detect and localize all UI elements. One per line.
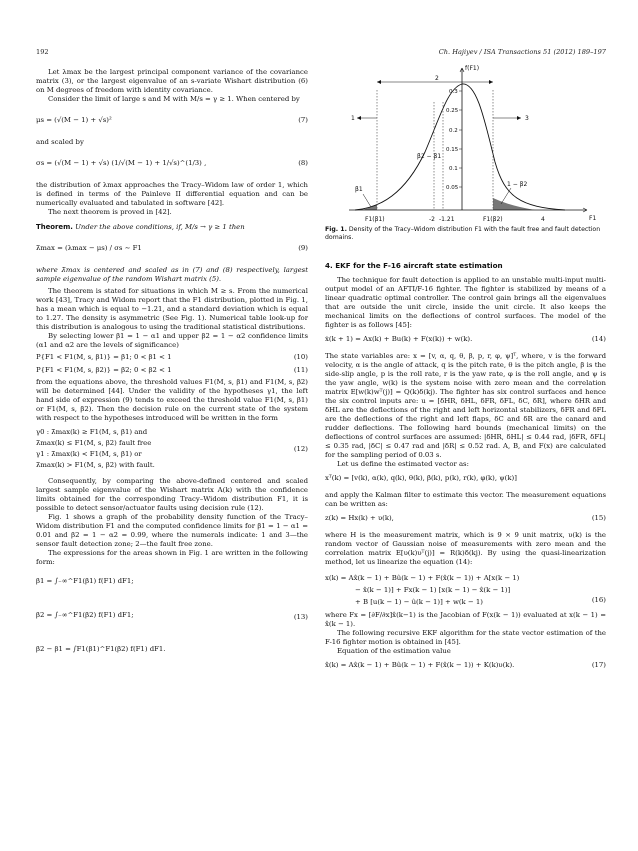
x-label-mean: -1.21 [439, 216, 455, 223]
equation-11: P{F1 < F1(M, s, β2)} = β2; 0 < β2 < 1 (11) [36, 366, 308, 374]
region-label-beta1: β1 [355, 186, 363, 193]
equation-7: μs = (√(M − 1) + √s)² (7) [36, 116, 308, 124]
equation-14: ẋ(k + 1) = Ax(k) + Bu(k) + F(x(k)) + w(k). (14) [325, 335, 606, 343]
right-column [325, 258, 606, 678]
region-label-1-minus-beta2: 1 − β2 [507, 181, 528, 188]
paragraph: where λ̃max is centered and scaled as in (7) and (8) respectively, largest sample eigenvalue of the random Wishart matrix (5). [36, 266, 308, 283]
zone-label-1: 1 [351, 115, 355, 122]
journal-reference: Ch. Hajiyev / ISA Transactions 51 (2012) 189–197 [438, 48, 606, 56]
equation-12: γ0 : λ̃max(k) ≥ F1(M, s, β1) and λ̃max(k) ≤ F1(M, s, β2) fault free γ1 : λ̃max(k) < F1(M, s, β1) or λ̃max(k) > F1(M, s, β2) with fault. (12) [36, 428, 308, 469]
x-label-4: 4 [541, 216, 545, 223]
paragraph: Let us define the estimated vector as: [337, 460, 469, 468]
y-axis-label: f(F1) [465, 65, 480, 72]
left-column [36, 68, 308, 669]
y-tick-label: 0.25 [446, 108, 459, 114]
paragraph: the distribution of λmax approaches the Tracy–Widom law of order 1, which is defined in terms of the Painleve II differential equation and can be numerically evaluated and tabulated in software [42]. [36, 181, 308, 207]
section-title: 4. EKF for the F-16 aircraft state estimation [325, 261, 503, 270]
zone-label-3: 3 [525, 115, 529, 122]
x-label-f1-beta1: F1(β1) [365, 216, 385, 223]
zone-label-2: 2 [435, 75, 439, 82]
paragraph: Fig. 1 shows a graph of the probability density function of the Tracy–Widom distribution F1 and the computed confidence limits for β1 = 1 − α1 = 0.01 and β2 = 1 − α2 = 0.99, where the numerals indicate: 1 and 3—the sensor fault detection zone; 2—the fault free zone. [36, 513, 308, 548]
figure-caption: Fig. 1. Density of the Tracy–Widom distribution F1 with the fault free and fault detection domains. [325, 226, 601, 241]
paragraph: Consider the limit of large s and M with M/s = γ ≥ 1. When centered by [48, 95, 300, 103]
density-curve [355, 84, 565, 210]
paragraph: where H is the measurement matrix, which is 9 × 9 unit matrix, υ(k) is the random vector of Gaussian noise of measurements with zero mean and the correlation matrix E[υ(k)υᵀ(j)] = R(k)δ(kj). By using the quasi-linearization method, let us linearize the equation (14): [325, 531, 606, 566]
paragraph: By selecting lower β1 = 1 − α1 and upper β2 = 1 − α2 confidence limits (α1 and α2 are the levels of significance) [36, 332, 308, 349]
theorem-label: Theorem. [36, 223, 73, 231]
paragraph: The next theorem is proved in [42]. [48, 208, 172, 216]
paragraph: where Fx = [∂F/∂x]x̂(k−1) is the Jacobian of F(x(k − 1)) evaluated at x(k − 1) = x̂(k − 1). [325, 611, 606, 628]
y-tick-label: 0.1 [449, 166, 458, 172]
equation-13: β1 = ∫₋∞^F1(β1) f(F1) dF1; β2 = ∫₋∞^F1(β2) f(F1) dF1; β2 − β1 = ∫F1(β1)^F1(β2) f(F1) dF1. (13) [36, 577, 308, 653]
paragraph: The expressions for the areas shown in Fig. 1 are written in the following form: [36, 549, 308, 566]
y-tick-label: 0.3 [449, 89, 458, 95]
figure-1 [325, 62, 606, 232]
paragraph: Equation of the estimation value [337, 647, 451, 655]
paragraph: The state variables are: x = [v, α, q, θ, β, p, r, φ, ψ]ᵀ, where, v is the forward velocity, α is the angle of attack, q is the pitch rate, θ is the pitch angle, β is the side-slip angle, p is the roll rate, r is the yaw rate, φ is the roll angle, and ψ is the yaw angle, w(k) is the system noise with zero mean and the correlation matrix E[w(k)wᵀ(j)] = Q(k)δ(kj). The fighter has six control surfaces and hence the six control inputs are: u = [δHR, δHL, δFR, δFL, δC, δR], where δHR and δHL are the deflections of the right and left horizontal stabilizers, δFR and δFL are the deflections of the right and left flaps, δC and δR are the canard and rudder deflections. The following hard bounds (mechanical limits) on the deflections of control surfaces are assumed: |δHR, δHL| ≤ 0.44 rad, |δFR, δFL| ≤ 0.35 rad, |δC| ≤ 0.47 rad and |δR| ≤ 0.52 rad. A, B, and F(x) are calculated for the sampling period of 0.03 s. [325, 352, 606, 459]
paragraph: from the equations above, the threshold values F1(M, s, β1) and F1(M, s, β2) will be determined [44]. Under the validity of the hypotheses γ1, the left hand side of expression (9) tends to exceed the threshold value F1(M, s, β1) or F1(M, s, β2). Then the decision rule on the current state of the system with respect to the hypotheses introduced will be written in the form [36, 378, 308, 422]
theorem: Theorem. Under the above conditions, if, M/s → γ ≥ 1 then [36, 223, 245, 231]
equation-15: z(k) = Hx(k) + υ(k), (15) [325, 514, 606, 522]
x-label-f1-beta2: F1(β2) [483, 216, 503, 223]
y-tick-label: 0.15 [446, 147, 459, 153]
paragraph: and scaled by [36, 138, 84, 146]
y-tick-label: 0.05 [446, 185, 459, 191]
equation-state-vector: xᵀ(k) = [v(k), α(k), q(k), θ(k), β(k), p(k), r(k), φ(k), ψ(k)] [325, 474, 517, 482]
x-label-minus2: -2 [429, 216, 435, 223]
equation-8: σs = (√(M − 1) + √s) (1/√(M − 1) + 1/√s)^(1/3) , (8) [36, 159, 308, 167]
paragraph: Let λmax be the largest principal component variance of the covariance matrix (3), or the largest eigenvalue of an s-variate Wishart distribution (6) on M degrees of freedom with identity covariance. [36, 68, 308, 94]
caption-label: Fig. 1. [325, 226, 347, 233]
y-tick-label: 0.2 [449, 128, 458, 134]
paragraph: Consequently, by comparing the above-defined centered and scaled largest sample eigenvalue of the Wishart matrix A(k) with the confidence limits obtained for the corresponding Tracy–Widom distribution F1, it is possible to detect sensor/actuator faults using decision rule (12). [36, 477, 308, 512]
equation-17: x̂(k) = Ax̂(k − 1) + Bû(k − 1) + F(x̂(k − 1)) + K(k)υ(k). (17) [325, 661, 606, 669]
page-number: 192 [36, 48, 49, 56]
equation-10: P{F1 < F1(M, s, β1)} = β1; 0 < β1 < 1 (10) [36, 353, 308, 361]
paragraph: The following recursive EKF algorithm for the state vector estimation of the F-16 fighter motion is obtained in [45]. [325, 629, 606, 646]
tracy-widom-density-plot [325, 62, 606, 224]
paragraph: The technique for fault detection is applied to an unstable multi-input multi-output model of an AFTI/F-16 fighter. The fighter is stabilized by means of a linear quadratic optimal controller. The control gain brings all the eigenvalues that are outside the unit circle, inside the unit circle. It also keeps the mechanical limits on the deflections of control surfaces. The model of the fighter is as follows [45]: [325, 276, 606, 329]
x-axis-label: F1 [589, 215, 597, 222]
paragraph: and apply the Kalman filter to estimate this vector. The measurement equations can be written as: [325, 491, 606, 508]
paragraph: The theorem is stated for situations in which M ≥ s. From the numerical work [43], Tracy and Widom report that the F1 distribution, plotted in Fig. 1, has a mean which is equal to −1.21, and a standard deviation which is equal to 1.27. The density is asymmetric (See Fig. 1). Numerical table look-up for this distribution is analogous to using the traditional statistical distributions. [36, 287, 308, 331]
equation-9: λ̃max = (λmax − μs) / σs ∼ F1 (9) [36, 244, 308, 252]
equation-16: x(k) = Ax̂(k − 1) + Bû(k − 1) + F(x̂(k − 1)) + A[x(k − 1) − x̂(k − 1)] + Fx(k − 1) [x(k − 1) − x̂(k − 1)] + B [u(k − 1) − û(k − 1)] + w(k − 1) (16) [325, 574, 606, 606]
region-label-fault-free: β2 − β1 [417, 153, 442, 160]
